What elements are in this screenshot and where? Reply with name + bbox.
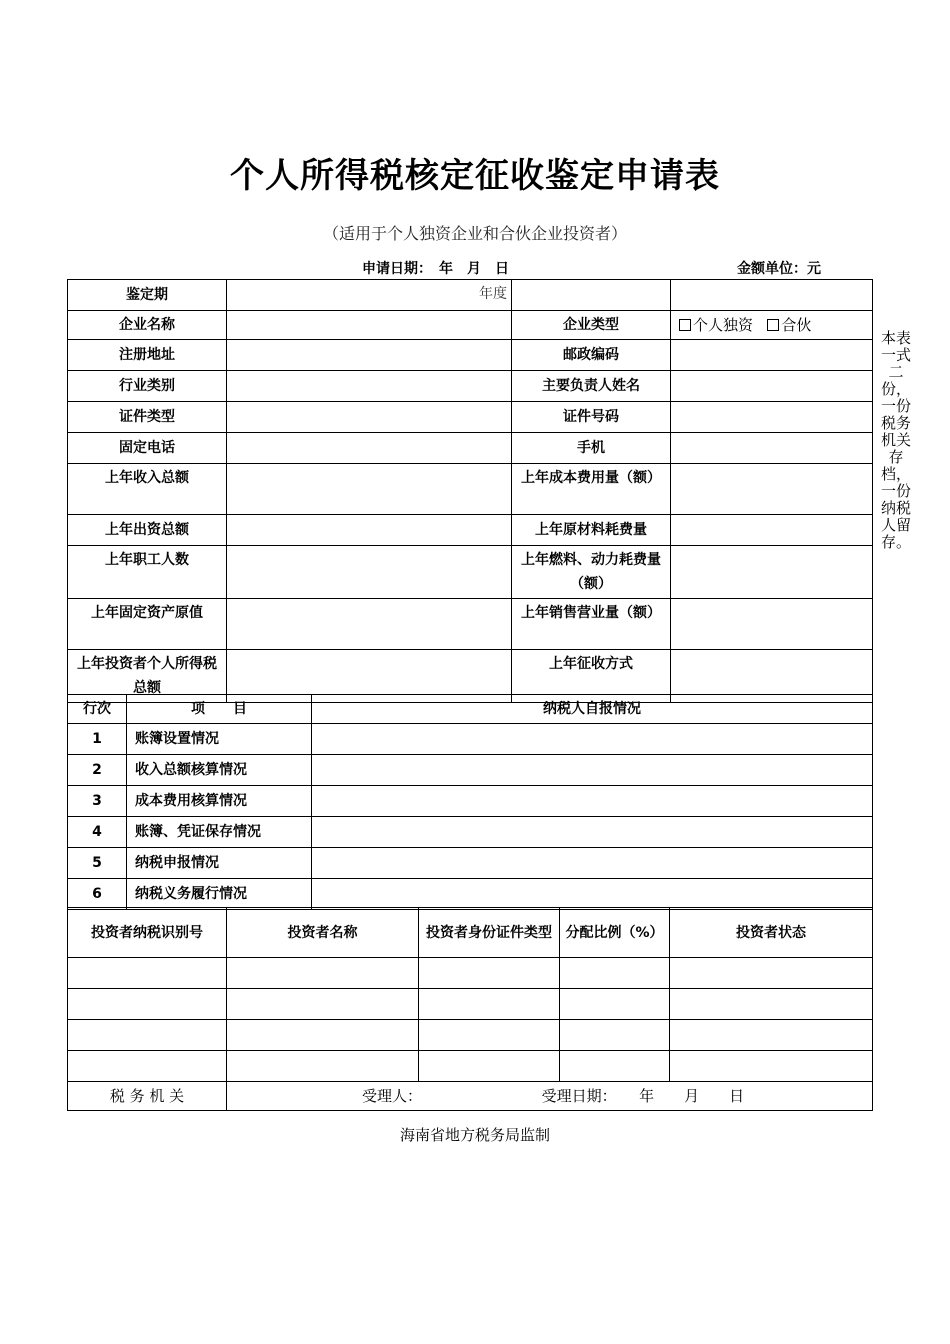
row-status-field[interactable] <box>312 786 873 817</box>
issuer-footer: 海南省地方税务局监制 <box>399 1126 550 1144</box>
principal-field[interactable] <box>671 371 873 402</box>
last-sales-field[interactable] <box>671 599 873 650</box>
period-year[interactable]: 年度 <box>227 280 512 311</box>
period-label: 鉴定期 <box>68 280 227 311</box>
last-fixed-label: 上年固定资产原值 <box>68 599 227 650</box>
company-name-label: 企业名称 <box>68 311 227 340</box>
company-type-label: 企业类型 <box>512 311 671 340</box>
col-investor-status: 投资者状态 <box>670 908 873 958</box>
company-type-options <box>671 311 873 340</box>
investor-cell[interactable] <box>560 958 670 989</box>
checkbox-sole-proprietor[interactable] <box>679 319 691 331</box>
row-status-field[interactable] <box>312 755 873 786</box>
last-cost-field[interactable] <box>671 464 873 515</box>
investor-cell[interactable] <box>227 1051 419 1082</box>
row-status-field[interactable] <box>312 879 873 910</box>
col-item: 项 目 <box>127 695 312 724</box>
industry-label: 行业类别 <box>68 371 227 402</box>
checkbox-partnership[interactable] <box>767 319 779 331</box>
last-staff-label: 上年职工人数 <box>68 546 227 599</box>
row-no: 2 <box>68 755 127 786</box>
last-method-label: 上年征收方式 <box>512 650 671 703</box>
investor-cell[interactable] <box>419 989 560 1020</box>
tax-office-receipt <box>227 1082 873 1111</box>
form-subtitle: （适用于个人独资企业和合伙企业投资者） <box>322 224 627 243</box>
row-no: 3 <box>68 786 127 817</box>
row-status-field[interactable] <box>312 848 873 879</box>
row-item: 收入总额核算情况 <box>127 755 312 786</box>
row-item: 账簿设置情况 <box>127 724 312 755</box>
investor-table <box>67 907 873 1111</box>
investor-cell[interactable] <box>227 958 419 989</box>
reg-address-field[interactable] <box>227 340 512 371</box>
last-fixed-field[interactable] <box>227 599 512 650</box>
last-material-field[interactable] <box>671 515 873 546</box>
mobile-label: 手机 <box>512 433 671 464</box>
investor-cell[interactable] <box>560 1020 670 1051</box>
row-no: 6 <box>68 879 127 910</box>
investor-cell[interactable] <box>68 1020 227 1051</box>
side-note: 本表一式二份，一份税务机关存档，一份纳税人留存。 <box>880 329 911 551</box>
col-investor-name: 投资者名称 <box>227 908 419 958</box>
last-tax-label: 上年投资者个人所得税总额 <box>68 650 227 703</box>
form-title: 个人所得税核定征收鉴定申请表 <box>230 156 720 196</box>
id-number-field[interactable] <box>671 402 873 433</box>
investor-cell[interactable] <box>419 1051 560 1082</box>
id-type-field[interactable] <box>227 402 512 433</box>
investor-cell[interactable] <box>670 1051 873 1082</box>
investor-cell[interactable] <box>227 1020 419 1051</box>
self-report-table <box>67 694 873 910</box>
id-number-label: 证件号码 <box>512 402 671 433</box>
receiver-label: 受理人： <box>362 1087 423 1105</box>
amount-unit: 金额单位：元 <box>737 261 821 277</box>
apply-date: 申请日期： 年 月 日 <box>362 261 509 277</box>
last-sales-label: 上年销售营业量（额） <box>512 599 671 650</box>
industry-field[interactable] <box>227 371 512 402</box>
investor-cell[interactable] <box>670 958 873 989</box>
row-item: 账簿、凭证保存情况 <box>127 817 312 848</box>
id-type-label: 证件类型 <box>68 402 227 433</box>
type-option-partner: 合伙 <box>781 316 812 334</box>
investor-cell[interactable] <box>227 989 419 1020</box>
row-status-field[interactable] <box>312 817 873 848</box>
investor-cell[interactable] <box>670 1020 873 1051</box>
last-cost-label: 上年成本费用量（额） <box>512 464 671 515</box>
investor-cell[interactable] <box>68 958 227 989</box>
row-item: 纳税义务履行情况 <box>127 879 312 910</box>
tax-office-label: 税 务 机 关 <box>68 1082 227 1111</box>
company-name-field[interactable] <box>227 311 512 340</box>
reg-address-label: 注册地址 <box>68 340 227 371</box>
period-cell-4[interactable] <box>671 280 873 311</box>
investor-cell[interactable] <box>560 989 670 1020</box>
row-no: 5 <box>68 848 127 879</box>
type-option-sole: 个人独资 <box>693 316 754 334</box>
info-table <box>67 279 873 703</box>
phone-field[interactable] <box>227 433 512 464</box>
row-item: 成本费用核算情况 <box>127 786 312 817</box>
col-investor-ratio: 分配比例（%） <box>560 908 670 958</box>
col-investor-idtype: 投资者身份证件类型 <box>419 908 560 958</box>
last-staff-field[interactable] <box>227 546 512 599</box>
investor-cell[interactable] <box>560 1051 670 1082</box>
last-fuel-field[interactable] <box>671 546 873 599</box>
row-item: 纳税申报情况 <box>127 848 312 879</box>
mobile-field[interactable] <box>671 433 873 464</box>
row-no: 4 <box>68 817 127 848</box>
last-income-label: 上年收入总额 <box>68 464 227 515</box>
last-income-field[interactable] <box>227 464 512 515</box>
col-investor-taxid: 投资者纳税识别号 <box>68 908 227 958</box>
last-fuel-label: 上年燃料、动力耗费量（额） <box>512 546 671 599</box>
receive-date-label: 受理日期： 年 月 日 <box>541 1087 745 1105</box>
investor-cell[interactable] <box>419 1020 560 1051</box>
col-row-no: 行次 <box>68 695 127 724</box>
investor-cell[interactable] <box>419 958 560 989</box>
period-cell-3[interactable] <box>512 280 671 311</box>
phone-label: 固定电话 <box>68 433 227 464</box>
principal-label: 主要负责人姓名 <box>512 371 671 402</box>
investor-cell[interactable] <box>670 989 873 1020</box>
last-material-label: 上年原材料耗费量 <box>512 515 671 546</box>
postal-code-field[interactable] <box>671 340 873 371</box>
investor-cell[interactable] <box>68 989 227 1020</box>
last-capital-label: 上年出资总额 <box>68 515 227 546</box>
investor-cell[interactable] <box>68 1051 227 1082</box>
row-no: 1 <box>68 724 127 755</box>
last-capital-field[interactable] <box>227 515 512 546</box>
row-status-field[interactable] <box>312 724 873 755</box>
col-self-status: 纳税人自报情况 <box>312 695 873 724</box>
postal-code-label: 邮政编码 <box>512 340 671 371</box>
